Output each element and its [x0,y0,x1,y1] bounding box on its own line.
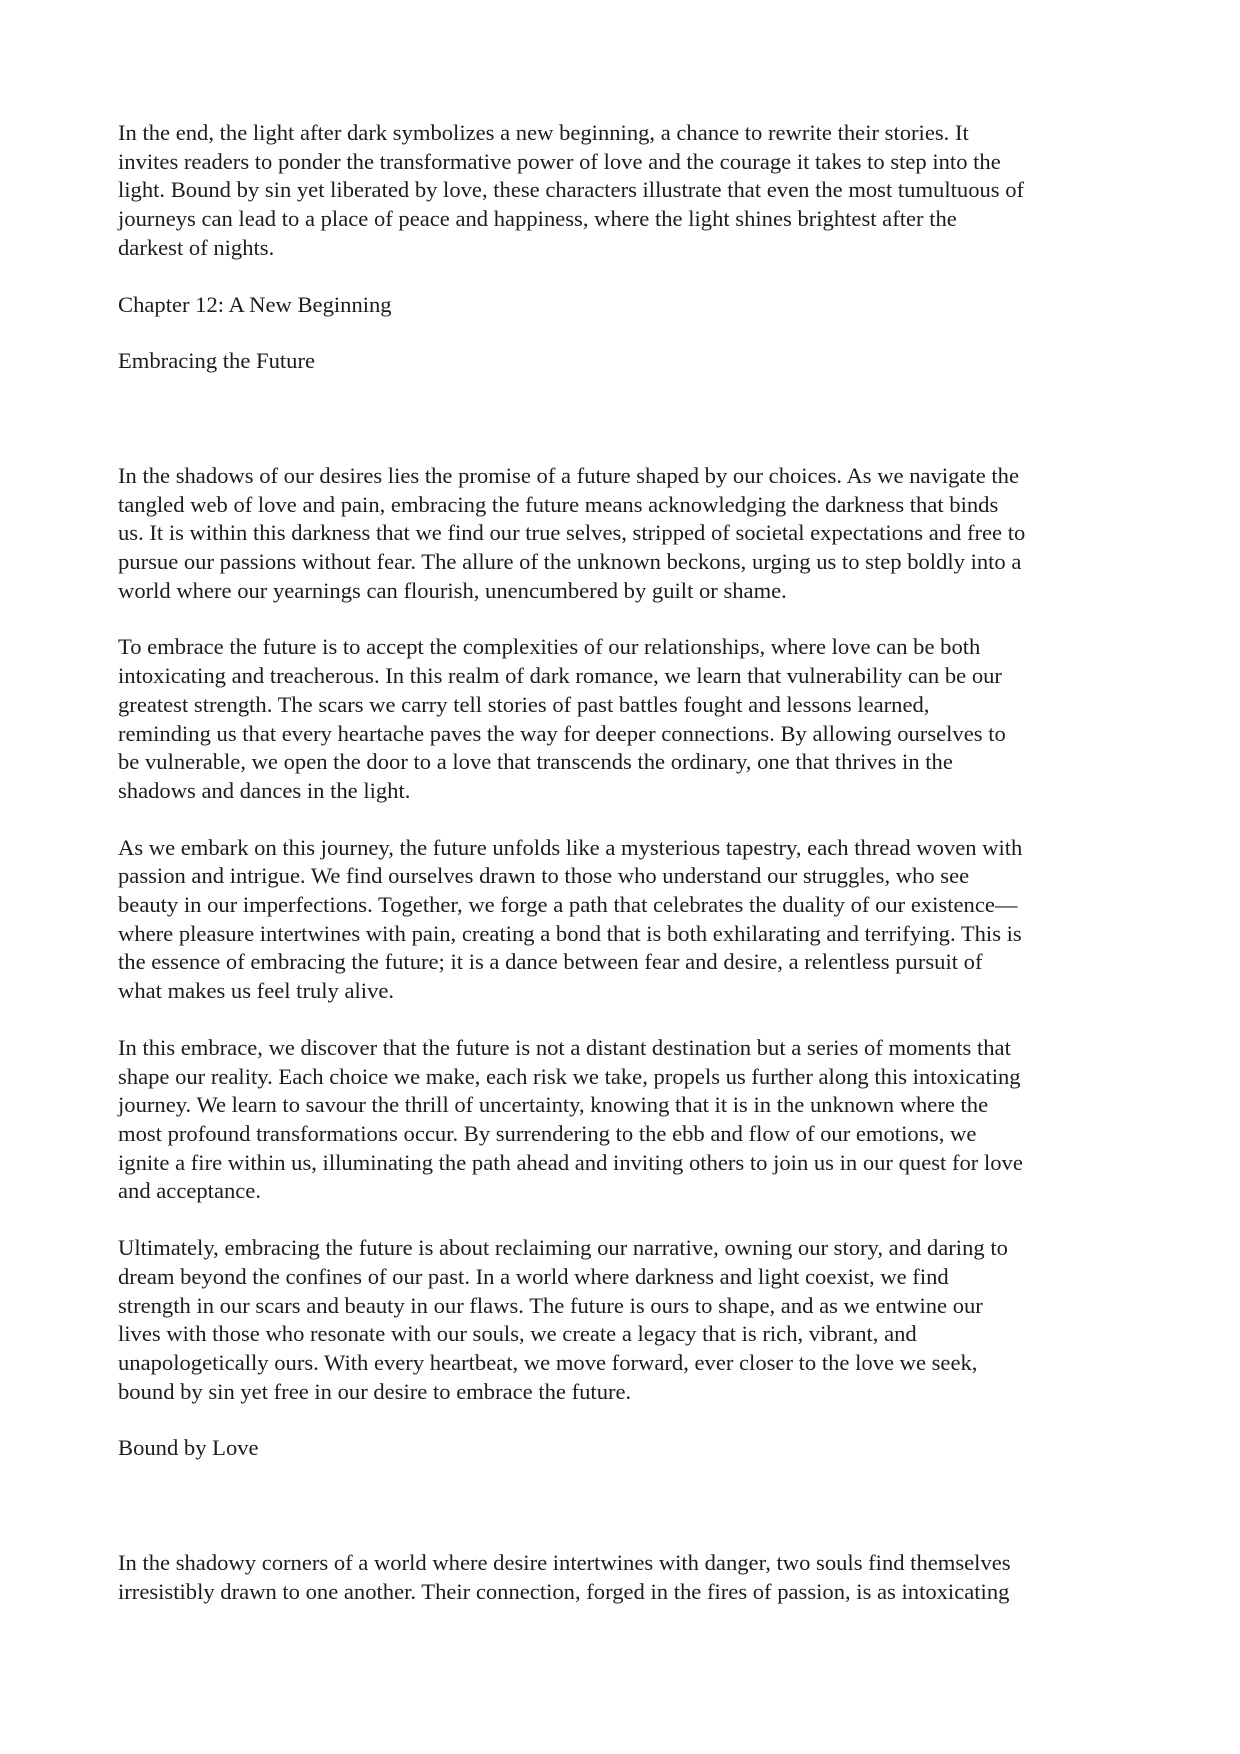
next-section-title: Bound by Love [118,1435,259,1461]
page-content [118,119,1128,1606]
body-paragraph: In the shadows of our desires lies the promise of a future shaped by our choices. As we navigate the tangled web of love and pain, embracing the future means acknowledging the darkness that binds us. It is within this darkness that we find our true selves, stripped of societal expectations and free to pursue our passions without fear. The allure of the unknown beckons, urging us to step boldly into a world where our yearnings can flourish, unencumbered by guilt or shame. [118,462,1026,603]
body-paragraph: In this embrace, we discover that the future is not a distant destination but a series of moments that shape our reality. Each choice we make, each risk we take, propels us further along this intoxicating journey. We learn to savour the thrill of uncertainty, knowing that it is in the unknown where the most profound transformations occur. By surrendering to the ebb and flow of our emotions, we ignite a fire within us, illuminating the path ahead and inviting others to join us in our quest for love and acceptance. [118,1034,1023,1204]
section-title: Embracing the Future [118,348,316,374]
chapter-title: Chapter 12: A New Beginning [118,291,392,317]
next-section-paragraph: In the shadowy corners of a world where desire intertwines with danger, two souls find themselves irresistibly drawn to one another. Their connection, forged in the fires of passion, is as intoxicating [118,1550,1011,1604]
body-paragraph: To embrace the future is to accept the complexities of our relationships, where love can be both intoxicating and treacherous. In this realm of dark romance, we learn that vulnerability can be our greatest strength. The scars we carry tell stories of past battles fought and lessons learned, reminding us that every heartache paves the way for deeper connections. By allowing ourselves to be vulnerable, we open the door to a love that transcends the ordinary, one that thrives in the shadows and dances in the light. [118,634,1006,803]
intro-paragraph: In the end, the light after dark symbolizes a new beginning, a chance to rewrite their stories. It invites readers to ponder the transformative power of love and the courage it takes to step into the light. Bound by sin yet liberated by love, these characters illustrate that even the most tumultuous of journeys can lead to a place of peace and happiness, where the light shines brightest after the darkest of nights. [118,120,1025,260]
body-paragraph: Ultimately, embracing the future is about reclaiming our narrative, owning our story, and daring to dream beyond the confines of our past. In a world where darkness and light coexist, we find strength in our scars and beauty in our flaws. The future is ours to shape, and as we entwine our lives with those who resonate with our souls, we create a legacy that is rich, vibrant, and unapologetically ours. With every heartbeat, we move forward, ever closer to the love we seek, bound by sin yet free in our desire to embrace the future. [118,1235,1008,1404]
body-paragraph: As we embark on this journey, the future unfolds like a mysterious tapestry, each thread woven with passion and intrigue. We find ourselves drawn to those who understand our struggles, who see beauty in our imperfections. Together, we forge a path that celebrates the duality of our existence— where pleasure intertwines with pain, creating a bond that is both exhilarating and terrifying. This is the essence of embracing the future; it is a dance between fear and desire, a relentless pursuit of what makes us feel truly alive. [118,834,1023,1004]
